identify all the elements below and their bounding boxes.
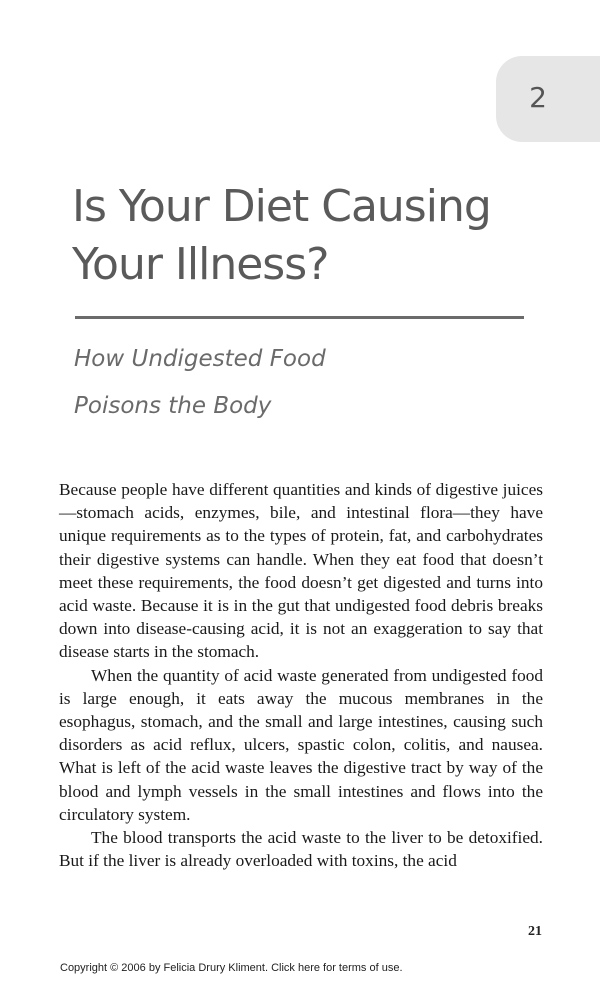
title-divider (75, 316, 524, 319)
body-text (59, 478, 543, 872)
body-paragraph: Because people have different quantities and kinds of digestive juices—stomach acids, enzymes, bile, and intestinal flora—they have unique requirements as to the types of protein, fat, and carbohydrates their digestive systems can handle. When they eat food that doesn’t meet these requirements, the food doesn’t get digested and turns into acid waste. Because it is in the gut that undigested food debris breaks down into disease-causing acid, it is not an exaggeration to say that disease starts in the stomach. (59, 480, 543, 662)
page-number: 21 (528, 924, 542, 939)
chapter-number: 2 (529, 81, 547, 114)
chapter-title-line-1: Is Your Diet Causing (72, 181, 491, 232)
chapter-subtitle-line-1: How Undigested Food (74, 346, 326, 372)
chapter-subtitle (74, 336, 514, 430)
chapter-title (72, 178, 532, 294)
copyright-notice (60, 962, 403, 974)
terms-of-use-link[interactable]: Click here for terms of use. (271, 962, 403, 974)
chapter-title-line-2: Your Illness? (72, 239, 329, 290)
body-paragraph: The blood transports the acid waste to the liver to be detoxified. But if the liver is already overloaded with toxins, the acid (59, 828, 543, 871)
chapter-subtitle-line-2: Poisons the Body (74, 393, 272, 419)
copyright-text: Copyright © 2006 by Felicia Drury Kliment. (60, 962, 272, 974)
body-paragraph: When the quantity of acid waste generated from undigested food is large enough, it eats away the mucous membranes in the esophagus, stomach, and the small and large intestines, causing such disorders as acid reflux, ulcers, spastic colon, colitis, and nausea. What is left of the acid waste leaves the digestive tract by way of the blood and lymph vessels in the small intestines and flows into the circulatory system. (59, 665, 543, 824)
